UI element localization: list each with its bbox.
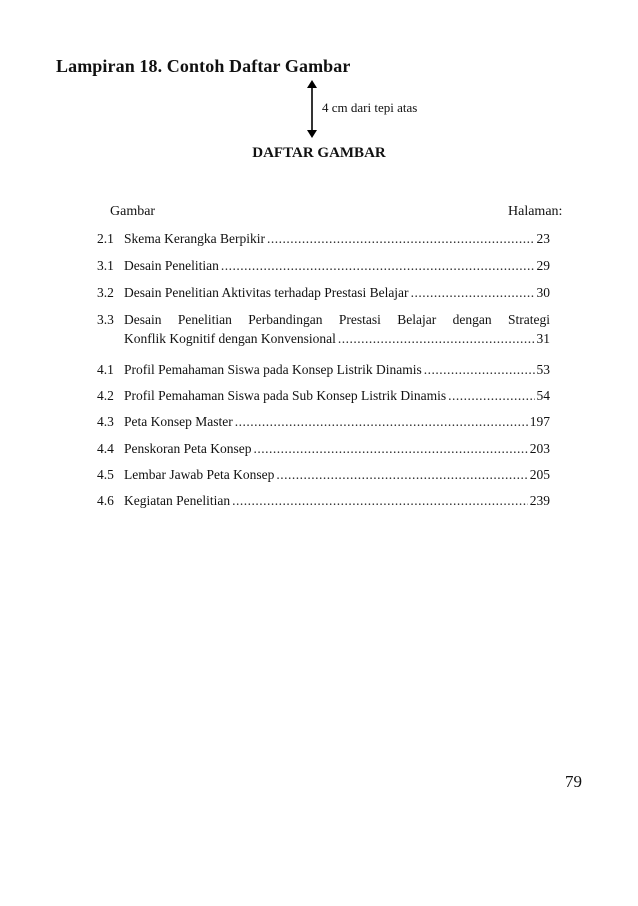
list-item[interactable] <box>97 360 550 379</box>
entry-page: 239 <box>529 493 550 508</box>
entry-page: 197 <box>529 414 550 429</box>
entry-title: Desain Penelitian <box>124 258 219 273</box>
entry-number: 3.3 <box>97 312 114 327</box>
dot-leader <box>338 329 535 348</box>
entry-number: 4.4 <box>97 441 114 456</box>
entry-page: 53 <box>536 362 550 377</box>
entry-title: Profil Pemahaman Siswa pada Konsep Listrik Dinamis <box>124 362 422 377</box>
entry-title: Skema Kerangka Berpikir <box>124 231 265 246</box>
list-item[interactable] <box>97 386 550 405</box>
entry-page: 30 <box>536 285 550 300</box>
list-item[interactable] <box>97 310 550 348</box>
entry-number: 3.2 <box>97 285 114 300</box>
dot-leader <box>253 439 527 458</box>
entry-number: 4.6 <box>97 493 114 508</box>
dot-leader <box>221 256 535 275</box>
column-header-page: Halaman: <box>508 204 563 219</box>
entry-number: 4.5 <box>97 467 114 482</box>
list-item[interactable] <box>97 439 550 458</box>
entry-number: 4.1 <box>97 362 114 377</box>
dot-leader <box>232 491 528 510</box>
entry-title: Desain Penelitian Aktivitas terhadap Prestasi Belajar <box>124 285 409 300</box>
column-header-figure: Gambar <box>110 204 156 219</box>
dot-leader <box>424 360 535 379</box>
page-number: 79 <box>565 772 582 791</box>
dot-leader <box>276 465 527 484</box>
entry-title: Kegiatan Penelitian <box>124 493 231 508</box>
entry-title: Lembar Jawab Peta Konsep <box>124 467 275 482</box>
entry-page: 29 <box>536 258 550 273</box>
margin-note: 4 cm dari tepi atas <box>322 100 418 115</box>
dot-leader <box>448 386 534 405</box>
list-item[interactable] <box>97 256 550 275</box>
entry-page: 31 <box>536 331 550 346</box>
entry-number: 4.2 <box>97 388 114 403</box>
appendix-heading: Lampiran 18. Contoh Daftar Gambar <box>56 56 351 76</box>
entry-title: Profil Pemahaman Siswa pada Sub Konsep Listrik Dinamis <box>124 388 447 403</box>
entry-number: 3.1 <box>97 258 114 273</box>
entry-number: 2.1 <box>97 231 114 246</box>
double-arrow-icon <box>304 80 320 138</box>
list-item[interactable] <box>97 491 550 510</box>
list-of-figures-title: DAFTAR GAMBAR <box>252 145 386 161</box>
list-item[interactable] <box>97 229 550 248</box>
entry-page: 23 <box>536 231 550 246</box>
list-item[interactable] <box>97 283 550 302</box>
list-item[interactable] <box>97 465 550 484</box>
entry-title-line1: Desain Penelitian Perbandingan Prestasi Belajar dengan Strategi <box>124 312 550 327</box>
entry-number: 4.3 <box>97 414 114 429</box>
dot-leader <box>267 229 535 248</box>
entry-page: 54 <box>536 388 550 403</box>
dot-leader <box>235 412 528 431</box>
entry-page: 205 <box>529 467 550 482</box>
list-item[interactable] <box>97 412 550 431</box>
dot-leader <box>411 283 535 302</box>
entry-page: 203 <box>529 441 550 456</box>
entry-title: Peta Konsep Master <box>124 414 233 429</box>
entry-title: Penskoran Peta Konsep <box>124 441 252 456</box>
entry-title-line2: Konflik Kognitif dengan Konvensional <box>124 331 336 346</box>
